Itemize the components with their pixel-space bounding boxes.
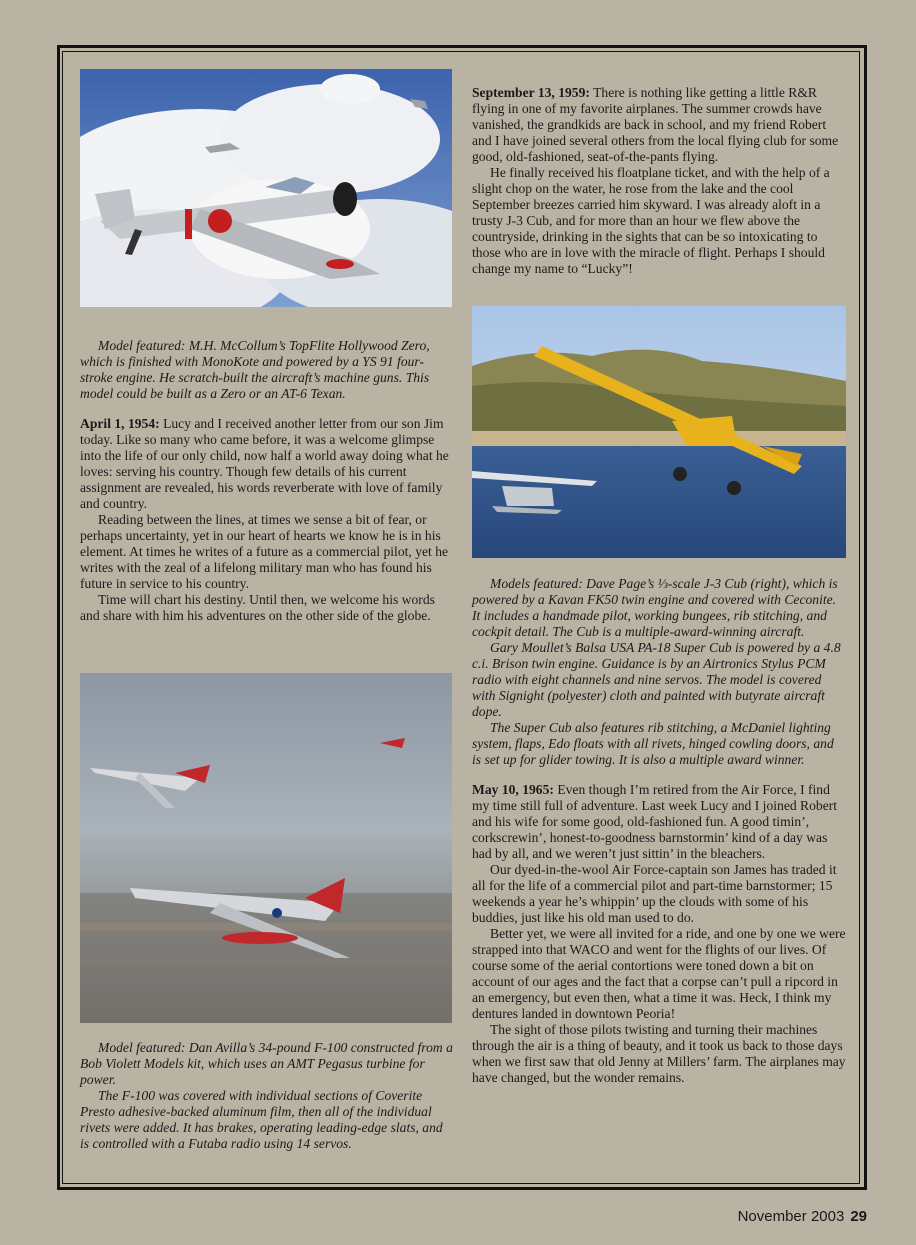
cub-caption-paragraph-3: The Super Cub also features rib stitching, a McDaniel lighting system, flaps, Edo floats with all rivets, hinged cowling doors, and is set up for glider towing. It is also a multiple award winner. xyxy=(472,720,834,767)
entry-1965-paragraph-3: Better yet, we were all invited for a ride, and one by one we were strapped into that WACO and went for the flights of our lives. Of course some of the aerial contortions were toned down a bit on account of our ages and the fact that a corpse can’t pull a ripcord in an emergency, but even then, what a time it was. Heck, I think my dentures landed in downtown Peoria! xyxy=(472,926,846,1021)
entry-1959-paragraph-1: There is nothing like getting a little R&R flying in one of my favorite airplanes. The summer crowds have vanished, the grandkids are back in school, and my friend Robert and I have joined several others from the local flying club for some good, old-fashioned, seat-of-the-pants flying. xyxy=(472,85,839,164)
entry-1965-paragraph-2: Our dyed-in-the-wool Air Force-captain son James has traded it all for the life of a commercial pilot and part-time barnstormer; 15 weekends a year he’s whippin’ up the clouds with some of his buddies, just like his old man used to do. xyxy=(472,862,837,925)
issue-date: November 2003 xyxy=(737,1208,845,1225)
zero-photo xyxy=(80,69,452,307)
entry-1954-paragraph-1: Lucy and I received another letter from our son Jim today. Like so many who came before, it was a welcome glimpse into the life of our only child, now half a world away doing what he loves: serving his country. Though few details of his current assignment are revealed, his words reverberate with love of family and country. xyxy=(80,416,449,511)
f100-photo xyxy=(80,673,452,1023)
entry-1959-paragraph-2: He finally received his floatplane ticket, and with the help of a slight chop on the water, he rose from the lake and the cool September breezes carried him skyward. I was already aloft in a trusty J-3 Cub, and for more than an hour we flew above the countryside, drinking in the sights that can be so intoxicating to those who are in love with the miracle of flight. Perhaps I should change my name to “Lucky”! xyxy=(472,165,830,276)
right-column-upper xyxy=(472,85,846,277)
left-column-upper xyxy=(80,338,454,624)
cub-caption-paragraph-1: Models featured: Dave Page’s ⅓-scale J-3 Cub (right), which is powered by a Kavan FK50 twin engine and covered with Ceconite. It includes a handmade pilot, working bungees, rib stitching, and cockpit detail. The Cub is a multiple-award-winning aircraft. xyxy=(472,576,838,639)
entry-1965-paragraph-1: Even though I’m retired from the Air Force, I find my time still full of adventure. Last week Lucy and I joined Robert and his wife for some good, old-fashioned fun. A good timin’, corkscrewin’, honest-to-goodness barnstormin’ kind of a day was had by all, and we weren’t just sittin’ in the bleachers. xyxy=(472,782,838,861)
f100-caption xyxy=(80,1040,454,1152)
entry-date-1954: April 1, 1954: xyxy=(80,416,160,431)
entry-date-1959: September 13, 1959: xyxy=(472,85,590,100)
entry-date-1965: May 10, 1965: xyxy=(472,782,554,797)
page-number: 29 xyxy=(850,1208,867,1225)
page-footer xyxy=(738,1208,867,1225)
cub-caption-paragraph-2: Gary Moullet’s Balsa USA PA-18 Super Cub is powered by a 4.8 c.i. Brison twin engine. Guidance is by an Airtronics Stylus PCM radio with eight channels and nine servos. The model is covered with Signight (polyester) cloth and painted with butyrate aircraft dope. xyxy=(472,640,841,719)
journal-entry-1965 xyxy=(472,782,846,862)
journal-entry-1954 xyxy=(80,416,454,512)
entry-1954-paragraph-3: Time will chart his destiny. Until then, we welcome his words and share with him his adventures on the other side of the globe. xyxy=(80,592,435,623)
right-column-lower xyxy=(472,576,846,1086)
f100-caption-paragraph-1: Model featured: Dan Avilla’s 34-pound F-100 constructed from a Bob Violett Models kit, which uses an AMT Pegasus turbine for power. xyxy=(80,1040,453,1087)
zero-caption: Model featured: M.H. McCollum’s TopFlite Hollywood Zero, which is finished with MonoKote and powered by a YS 91 four-stroke engine. He scratch-built the aircraft’s machine guns. This model could be built as a Zero or an AT-6 Texan. xyxy=(80,338,430,401)
journal-entry-1959 xyxy=(472,85,846,165)
entry-1954-paragraph-2: Reading between the lines, at times we sense a bit of fear, or perhaps uncertainty, yet in our heart of hearts we know he is in his element. At times he writes of a future as a commercial pilot, yet he writes with the zeal of a lifelong military man who has found his future in service to his country. xyxy=(80,512,449,591)
entry-1965-paragraph-4: The sight of those pilots twisting and turning their machines through the air is a thing of beauty, and it took us back to those days when we first saw that old Jenny at Millers’ farm. The airplanes may have changed, but the wonder remains. xyxy=(472,1022,846,1085)
f100-caption-paragraph-2: The F-100 was covered with individual sections of Coverite Presto adhesive-backed aluminum film, then all of the individual rivets were added. It has brakes, operating leading-edge slats, and is controlled with a Futaba radio using 14 servos. xyxy=(80,1088,443,1151)
cub-photo xyxy=(472,306,846,558)
